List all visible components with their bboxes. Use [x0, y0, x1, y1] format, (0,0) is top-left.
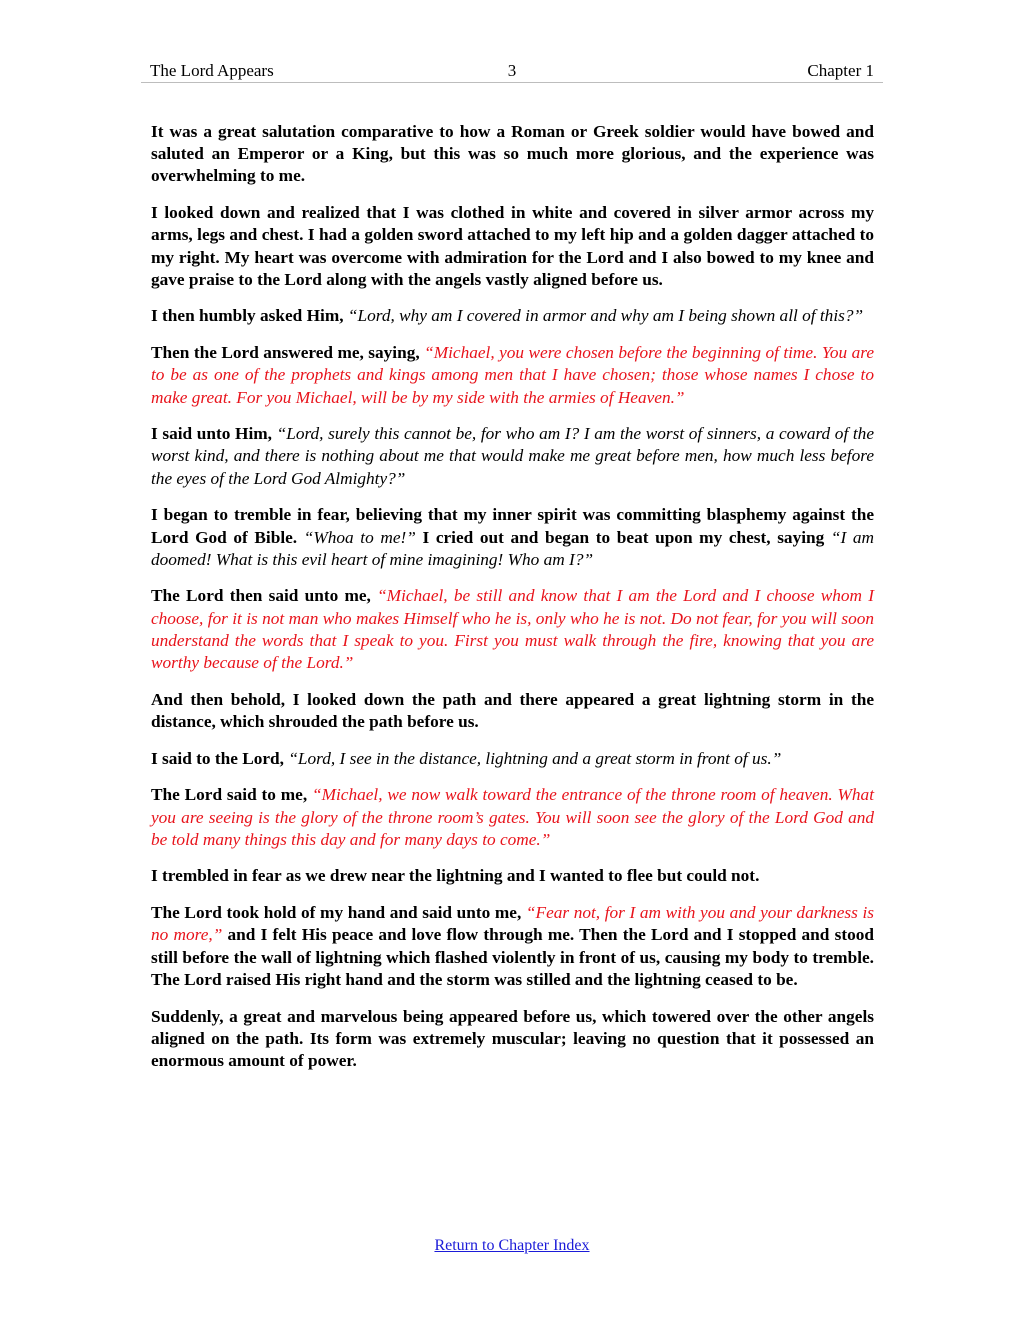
- quoted-speech: “Whoa to me!”: [303, 527, 416, 547]
- header-chapter: Chapter 1: [807, 61, 874, 80]
- quoted-speech: “I am doomed! What is this evil heart of mine imagining! Who am I?”: [151, 527, 874, 569]
- paragraph: [151, 504, 874, 571]
- paragraph: [151, 784, 874, 851]
- paragraph: [151, 748, 874, 770]
- paragraph: [151, 865, 874, 887]
- narration-text: I cried out and began to beat upon my chest, saying: [415, 527, 831, 547]
- header-book-title: The Lord Appears: [150, 61, 274, 80]
- lord-speech: “Fear not, for I am with you and your darkness is no more,”: [151, 903, 875, 945]
- narration-text: Then the Lord answered me, saying,: [151, 343, 425, 363]
- paragraph: [151, 342, 874, 409]
- paragraph: [151, 902, 874, 991]
- narration-text: I then humbly asked Him,: [151, 306, 348, 326]
- quoted-speech: “Lord, I see in the distance, lightning and a great storm in front of us.”: [288, 748, 782, 768]
- narration-text: I said unto Him,: [151, 424, 277, 444]
- narration-text: and I felt His peace and love flow through me. Then the Lord and I stopped and stood still before the wall of lightning which flashed violently in front of us, causing my body to tremble. The Lord raised His right hand and the storm was stilled and the lightning ceased to be.: [151, 925, 874, 989]
- narration-text: I said to the Lord,: [151, 748, 289, 768]
- narration-text: And then behold, I looked down the path and there appeared a great lightning storm in the distance, which shrouded the path before us.: [151, 689, 874, 731]
- narration-text: The Lord took hold of my hand and said unto me,: [151, 903, 526, 923]
- paragraph: [151, 585, 874, 674]
- document-body: [151, 121, 874, 1087]
- narration-text: Suddenly, a great and marvelous being appeared before us, which towered over the other angels aligned on the path. Its form was extremely muscular; leaving no question that it possessed an enormous amount of power.: [151, 1006, 874, 1070]
- paragraph: [151, 121, 874, 188]
- narration-text: The Lord said to me,: [151, 785, 312, 805]
- lord-speech: “Michael, be still and know that I am the Lord and I choose whom I choose, for it is not man who makes Himself who he is, only who he is not. Do not fear, for you will soon understand the words that I speak to you. First you must walk through the fire, knowing that you are worthy because of the Lord.”: [151, 586, 875, 673]
- narration-text: The Lord then said unto me,: [151, 586, 378, 606]
- paragraph: [151, 689, 874, 733]
- narration-text: I looked down and realized that I was clothed in white and covered in silver armor across my arms, legs and chest. I had a golden sword attached to my left hip and a golden dagger attached to my right. My heart was overcome with admiration for the Lord and I also bowed to my knee and gave praise to the Lord along with the angels vastly aligned before us.: [151, 203, 874, 289]
- quoted-speech: “Lord, surely this cannot be, for who am I? I am the worst of sinners, a coward of the worst kind, and there is nothing about me that would make me great before men, how much less before the eyes of the Lord God Almighty?”: [151, 424, 874, 488]
- lord-speech: “Michael, we now walk toward the entrance of the throne room of heaven. What you are seeing is the glory of the throne room’s gates. You will soon see the glory of the Lord God and be told many things this day and for many days to come.”: [151, 785, 875, 849]
- footer: [0, 1237, 1024, 1255]
- paragraph: [151, 202, 874, 291]
- header-page-number: 3: [507, 61, 517, 80]
- narration-text: It was a great salutation comparative to how a Roman or Greek soldier would have bowed and saluted an Emperor or a King, but this was so much more glorious, and the experience was overwhelming to me.: [151, 122, 874, 186]
- quoted-speech: “Lord, why am I covered in armor and why am I being shown all of this?”: [347, 306, 864, 326]
- page-header: [141, 60, 883, 83]
- return-to-chapter-index-link[interactable]: Return to Chapter Index: [434, 1237, 590, 1254]
- paragraph: [151, 305, 874, 327]
- narration-text: I began to tremble in fear, believing that my inner spirit was committing blasphemy against the Lord God of Bible.: [151, 505, 874, 547]
- paragraph: [151, 1006, 874, 1073]
- narration-text: I trembled in fear as we drew near the lightning and I wanted to flee but could not.: [151, 866, 760, 886]
- paragraph: [151, 423, 874, 490]
- lord-speech: “Michael, you were chosen before the beginning of time. You are to be as one of the prophets and kings among men that I have chosen; those whose names I chose to make great. For you Michael, will be by my side with the armies of Heaven.”: [151, 343, 874, 407]
